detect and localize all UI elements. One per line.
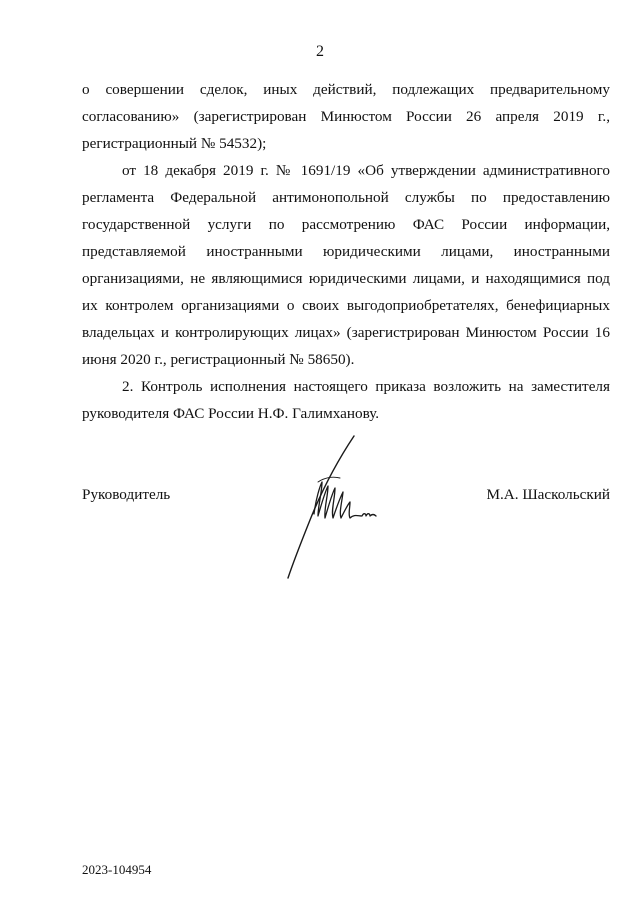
handwritten-signature bbox=[278, 432, 388, 582]
signatory-title: Руководитель bbox=[82, 486, 171, 503]
signature-block bbox=[82, 478, 610, 588]
paragraph-order-1691: от 18 декабря 2019 г. № 1691/19 «Об утверждении административного регламента Федеральной антимонопольной службы по предоставлению государственной услуги по рассмотрению ФАС России информации, представляемой иностранными юридическими лицами, иностранными организациями, не являющимися юридическими лицами, и находящимися под их контролем организациями о своих выгодоприобретателях, бенефициарных владельцах и контролирующих лицах» (зарегистрирован Минюстом России 16 июня 2020 г., регистрационный № 58650). bbox=[82, 162, 610, 368]
page-number: 2 bbox=[316, 43, 324, 60]
document-id: 2023-104954 bbox=[82, 862, 152, 877]
document-body bbox=[82, 76, 610, 427]
paragraph-control-clause: 2. Контроль исполнения настоящего приказа возложить на заместителя руководителя ФАС России Н.Ф. Галимханову. bbox=[82, 378, 610, 422]
paragraph-continuation: о совершении сделок, иных действий, подлежащих предварительному согласованию» (зарегистрирован Минюстом России 26 апреля 2019 г., регистрационный № 54532); bbox=[82, 81, 610, 152]
signatory-name: М.А. Шаскольский bbox=[486, 486, 610, 503]
